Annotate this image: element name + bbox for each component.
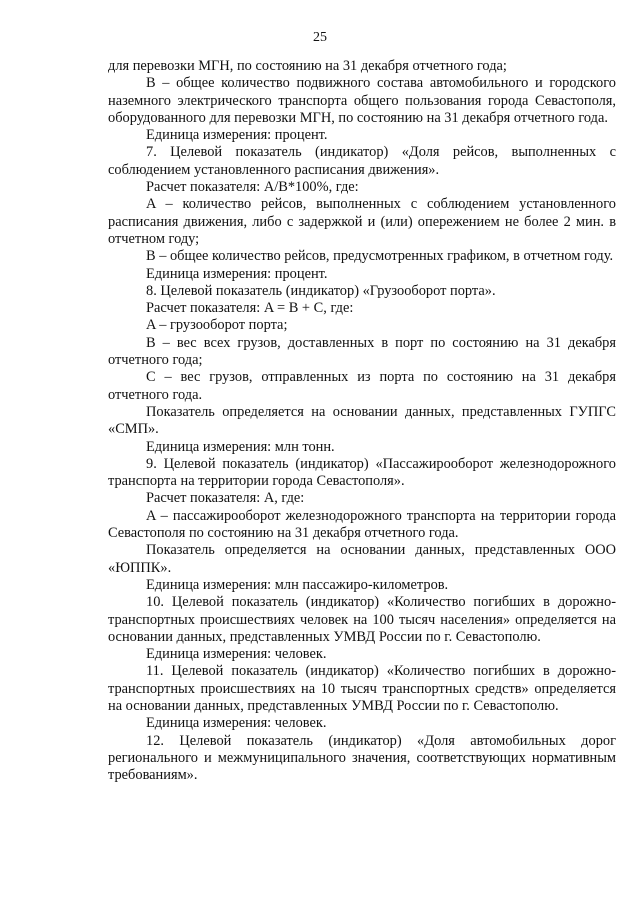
paragraph: A – пассажирооборот железнодорожного транспорта на территории города Севастополя по состоянию на 31 декабря отчетного года. — [108, 507, 616, 542]
paragraph: Показатель определяется на основании данных, представленных ООО «ЮППК». — [108, 542, 616, 576]
paragraph: Единица измерения: млн пассажиро-километров. — [146, 576, 449, 593]
paragraph: Расчет показателя: A, где: — [146, 490, 305, 507]
paragraph: A – грузооборот порта; — [146, 317, 288, 334]
paragraph: C – вес грузов, отправленных из порта по состоянию на 31 декабря отчетного года. — [108, 369, 616, 403]
paragraph: B – общее количество рейсов, предусмотренных графиком, в отчетном году. — [146, 248, 614, 265]
document-body — [108, 58, 616, 784]
paragraph: Единица измерения: процент. — [146, 127, 328, 144]
paragraph: 8. Целевой показатель (индикатор) «Грузооборот порта». — [146, 282, 496, 299]
paragraph: 7. Целевой показатель (индикатор) «Доля рейсов, выполненных с соблюдением установленного расписания движения». — [108, 144, 616, 178]
paragraph: 11. Целевой показатель (индикатор) «Количество погибших в дорожно-транспортных происшествиях на 10 тысяч транспортных средств» определяется на основании данных, представленных УМВД России по г. Севастополю. — [108, 663, 616, 714]
paragraph: B – общее количество подвижного состава автомобильного и городского наземного электрического транспорта общего пользования города Севастополя, оборудованного для перевозки МГН, по состоянию на 31 декабря отчетного года. — [108, 75, 616, 126]
paragraph: B – вес всех грузов, доставленных в порт по состоянию на 31 декабря отчетного года; — [108, 334, 616, 369]
paragraph: 9. Целевой показатель (индикатор) «Пассажирооборот железнодорожного транспорта на территории города Севастополя». — [108, 455, 616, 490]
paragraph: Расчет показателя: A = B + C, где: — [146, 300, 354, 317]
paragraph: 12. Целевой показатель (индикатор) «Доля автомобильных дорог регионального и межмуниципального значения, соответствующих нормативным требованиям». — [108, 732, 616, 784]
paragraph: 10. Целевой показатель (индикатор) «Количество погибших в дорожно-транспортных происшествиях человек на 100 тысяч населения» определяется на основании данных, представленных УМВД России по г. Севастополю. — [108, 594, 616, 645]
paragraph: A – количество рейсов, выполненных с соблюдением установленного расписания движения, либо с задержкой и (или) опережением не более 2 мин. в отчетном году; — [108, 196, 616, 247]
paragraph: Единица измерения: процент. — [146, 265, 328, 282]
paragraph: Единица измерения: млн тонн. — [146, 438, 335, 455]
paragraph: Единица измерения: человек. — [146, 715, 327, 732]
paragraph: Расчет показателя: A/B*100%, где: — [146, 179, 359, 196]
paragraph: Единица измерения: человек. — [146, 646, 327, 663]
paragraph: для перевозки МГН, по состоянию на 31 декабря отчетного года; — [108, 58, 507, 74]
page-number: 25 — [313, 30, 327, 45]
paragraph: Показатель определяется на основании данных, представленных ГУПГС «СМП». — [108, 403, 616, 438]
